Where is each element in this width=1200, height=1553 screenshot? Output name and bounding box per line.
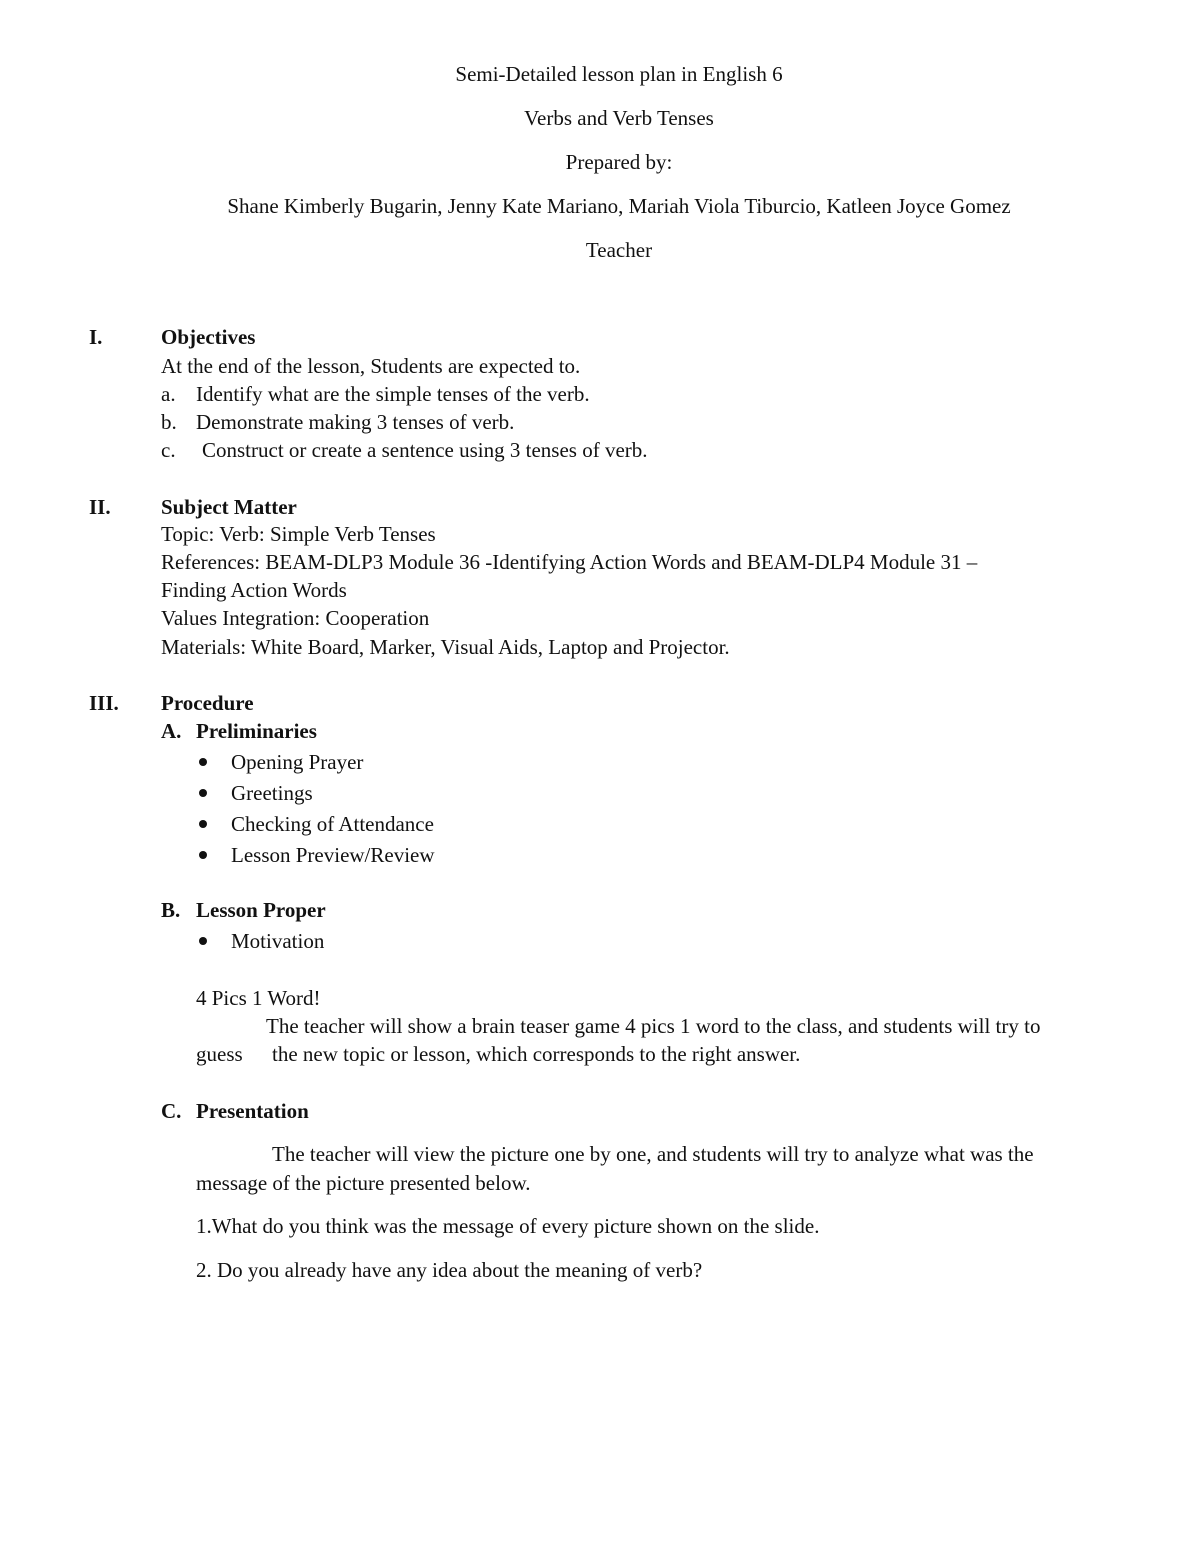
materials-line: Materials: White Board, Marker, Visual Aids, Laptop and Projector. — [161, 635, 730, 659]
subsection-marker: C. — [161, 1099, 182, 1123]
objectives-heading: Objectives — [161, 325, 256, 349]
subject-matter-heading: Subject Matter — [161, 495, 297, 519]
presentation-heading: Presentation — [196, 1099, 309, 1123]
preliminaries-heading: Preliminaries — [196, 719, 317, 743]
objective-item: Identify what are the simple tenses of the verb. — [196, 382, 590, 406]
subsection-marker: A. — [161, 719, 182, 743]
bullet-icon — [199, 758, 207, 766]
list-item: Greetings — [231, 781, 313, 805]
section-numeral-objectives: I. — [89, 325, 103, 349]
objectives-intro: At the end of the lesson, Students are expected to. — [161, 354, 581, 378]
subsection-marker: B. — [161, 898, 181, 922]
role-line: Teacher — [585, 238, 653, 262]
prepared-by-label: Prepared by: — [565, 150, 673, 174]
bullet-icon — [199, 789, 207, 797]
bullet-icon — [199, 820, 207, 828]
activity-title: 4 Pics 1 Word! — [196, 986, 321, 1010]
list-item: Opening Prayer — [231, 750, 364, 774]
document-title: Semi-Detailed lesson plan in English 6 — [455, 62, 783, 86]
objective-item: Demonstrate making 3 tenses of verb. — [196, 410, 515, 434]
document-subtitle: Verbs and Verb Tenses — [524, 106, 714, 130]
list-item: Motivation — [231, 929, 325, 953]
bullet-icon — [199, 851, 207, 859]
activity-description: The teacher will show a brain teaser game 4 pics 1 word to the class, and students will try to — [266, 1014, 1041, 1038]
section-numeral-subject-matter: II. — [89, 495, 111, 519]
authors-line: Shane Kimberly Bugarin, Jenny Kate Mariano, Mariah Viola Tiburcio, Katleen Joyce Gomez — [227, 194, 1011, 218]
references-line-continued: Finding Action Words — [161, 578, 347, 602]
lesson-proper-heading: Lesson Proper — [196, 898, 326, 922]
objective-marker: b. — [161, 410, 177, 434]
procedure-heading: Procedure — [161, 691, 254, 715]
list-item: Lesson Preview/Review — [231, 843, 435, 867]
presentation-paragraph: The teacher will view the picture one by one, and students will try to analyze what was the — [272, 1142, 1034, 1166]
activity-description-continued: the new topic or lesson, which corresponds to the right answer. — [272, 1042, 801, 1066]
list-item: Checking of Attendance — [231, 812, 434, 836]
objective-marker: a. — [161, 382, 176, 406]
references-line: References: BEAM-DLP3 Module 36 -Identifying Action Words and BEAM-DLP4 Module 31 – — [161, 550, 978, 574]
activity-description-continued: guess — [196, 1042, 243, 1066]
question-item: 1.What do you think was the message of every picture shown on the slide. — [196, 1214, 820, 1238]
section-numeral-procedure: III. — [89, 691, 119, 715]
objective-item: Construct or create a sentence using 3 tenses of verb. — [202, 438, 648, 462]
question-item: 2. Do you already have any idea about the meaning of verb? — [196, 1258, 703, 1282]
bullet-icon — [199, 937, 207, 945]
values-integration-line: Values Integration: Cooperation — [161, 606, 430, 630]
presentation-paragraph-continued: message of the picture presented below. — [196, 1171, 531, 1195]
objective-marker: c. — [161, 438, 176, 462]
topic-line: Topic: Verb: Simple Verb Tenses — [161, 522, 436, 546]
